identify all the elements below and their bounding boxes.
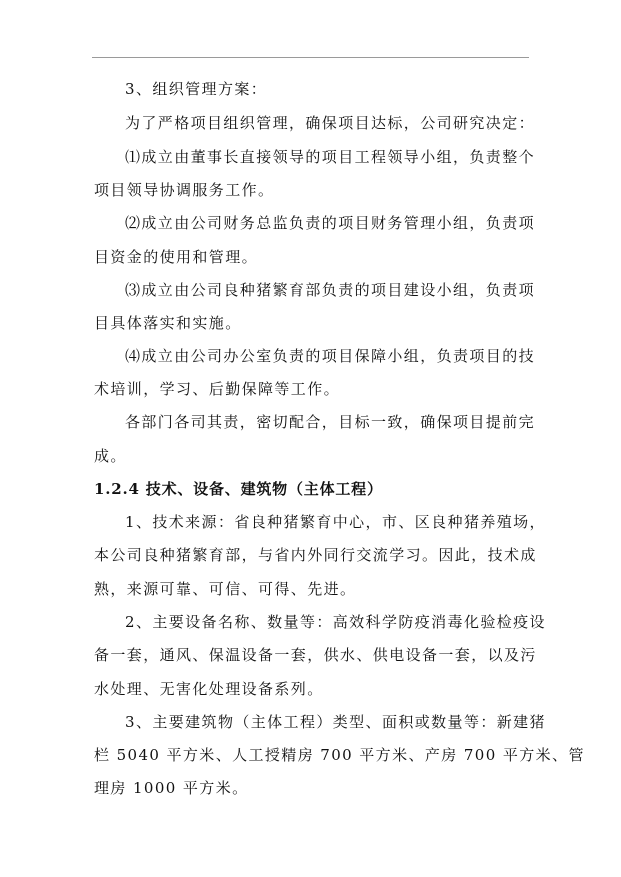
list-item-4-line-1: ⑷成立由公司办公室负责的项目保障小组，负责项目的技 (125, 347, 536, 365)
paragraph-line: 3、主要建筑物（主体工程）类型、面积或数量等：新建猪 (125, 713, 546, 731)
header-rule (92, 57, 529, 58)
paragraph-line: 各部门各司其责，密切配合，目标一致，确保项目提前完 (125, 413, 536, 431)
paragraph-line: 备一套，通风、保温设备一套，供水、供电设备一套，以及污 (94, 646, 537, 664)
list-item-1-line-2: 项目领导协调服务工作。 (94, 181, 275, 199)
paragraph-line: 熟，来源可靠、可信、可得、先进。 (94, 580, 357, 598)
list-item-4-line-2: 术培训，学习、后勤保障等工作。 (94, 380, 341, 398)
paragraph-line: 理房 1000 平方米。 (94, 779, 249, 797)
paragraph-line: 成。 (94, 447, 127, 465)
section-heading-org-plan: 3、组织管理方案： (125, 80, 268, 98)
paragraph-line: 水处理、无害化处理设备系列。 (94, 680, 324, 698)
list-item-2-line-2: 目资金的使用和管理。 (94, 248, 259, 266)
section-heading-1-2-4: 1.2.4 技术、设备、建筑物（主体工程） (94, 480, 383, 498)
paragraph-line: 1、技术来源：省良种猪繁育中心，市、区良种猪养殖场， (125, 513, 546, 531)
list-item-2-line-1: ⑵成立由公司财务总监负责的项目财务管理小组，负责项 (125, 214, 536, 232)
paragraph-line: 栏 5040 平方米、人工授精房 700 平方米、产房 700 平方米、管 (94, 746, 585, 764)
paragraph-line: 本公司良种猪繁育部，与省内外同行交流学习。因此，技术成 (94, 546, 537, 564)
list-item-3-line-1: ⑶成立由公司良种猪繁育部负责的项目建设小组，负责项 (125, 281, 536, 299)
paragraph-line: 2、主要设备名称、数量等：高效科学防疫消毒化验检疫设 (125, 613, 546, 631)
list-item-1-line-1: ⑴成立由董事长直接领导的项目工程领导小组，负责整个 (125, 148, 536, 166)
list-item-3-line-2: 目具体落实和实施。 (94, 314, 242, 332)
paragraph-line: 为了严格项目组织管理，确保项目达标，公司研究决定： (125, 114, 536, 132)
